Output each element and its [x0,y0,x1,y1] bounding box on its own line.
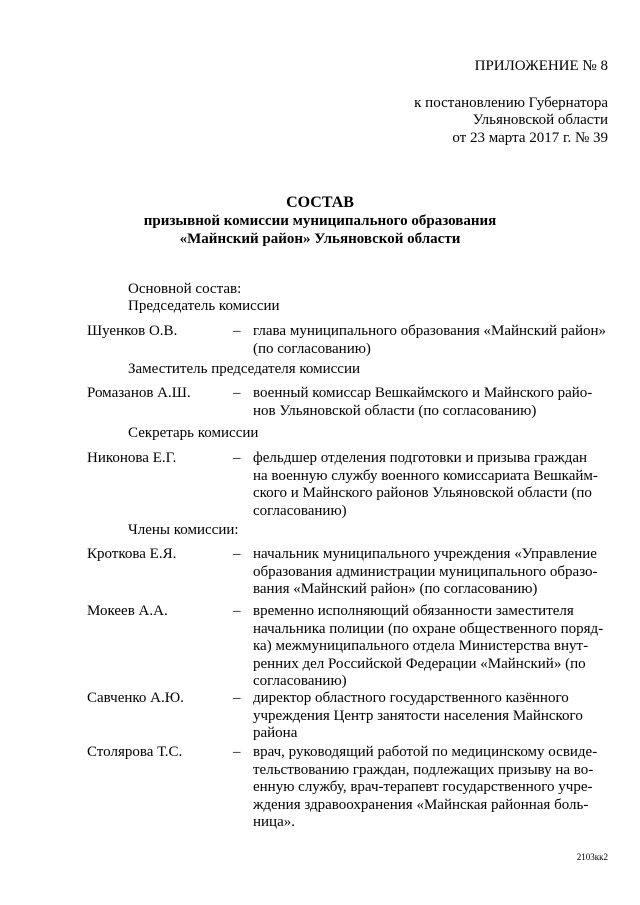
description-line: вания «Майнский район» (по согласованию) [253,581,538,597]
member-description [253,744,609,832]
section-members: Члены комиссии: [128,522,239,538]
reference-line-3: от 23 марта 2017 г. № 39 [452,130,608,146]
member-description [253,323,609,358]
description-line: образования администрации муниципального образо- [253,563,598,580]
member-description [253,450,609,520]
document-subtitle-1: призывной комиссии муниципального образования [143,213,497,229]
description-line: района [253,725,298,741]
description-line: ница». [253,814,295,830]
member-name: Шуенков О.В. [87,323,178,339]
reference-line-1: к постановлению Губернатора [414,95,608,111]
document-code: 2103кк2 [576,852,608,862]
document-title: СОСТАВ [286,194,354,211]
description-line: фельдшер отделения подготовки и призыва граждан [253,450,588,466]
description-line: (по согласованию) [253,340,371,357]
description-line: военный комиссар Вешкаймского и Майнского райо- [253,385,593,401]
dash: – [233,690,241,706]
document-subtitle-2: «Майнский район» Ульяновской области [179,231,461,247]
section-chairman: Председатель комиссии [128,298,280,314]
dash: – [233,323,241,339]
member-name: Ромазанов А.Ш. [87,385,191,401]
section-secretary: Секретарь комиссии [128,425,259,441]
appendix-number: ПРИЛОЖЕНИЕ № 8 [474,58,608,74]
member-name: Мокеев А.А. [87,603,168,619]
description-line: ждения здравоохранения «Майнская районная боль- [253,796,589,813]
reference-line-2: Ульяновской области [472,112,608,128]
description-line: на военную службу военного комиссариата Вешкайм- [253,467,598,484]
dash: – [233,603,241,619]
dash: – [233,744,241,760]
member-description [253,603,609,691]
dash: – [233,450,241,466]
description-line: нов Ульяновской области (по согласованию) [253,402,537,419]
description-line: согласованию) [253,502,347,519]
description-line: енную службу, врач-терапевт государственного учре- [253,779,593,795]
dash: – [233,385,241,401]
member-name: Кроткова Е.Я. [87,546,177,562]
description-line: согласованию) [253,673,347,689]
description-line: ского и Майнского районов Ульяновской области (по [253,485,592,501]
member-name: Никонова Е.Г. [87,450,177,466]
member-description [253,546,609,599]
description-line: временно исполняющий обязанности заместителя [253,603,574,619]
description-line: учреждения Центр занятости населения Майнского [253,707,583,724]
description-line: начальника полиции (по охране общественного поряд- [253,620,604,637]
description-line: тельствованию граждан, подлежащих призыву на во- [253,761,594,778]
member-name: Столярова Т.С. [87,744,183,760]
description-line: директор областного государственного казённого [253,690,569,706]
description-line: врач, руководящий работой по медицинскому освиде- [253,744,598,760]
description-line: ка) межмуниципального отдела Министерства внут- [253,638,589,654]
section-deputy: Заместитель председателя комиссии [128,361,361,377]
description-line: глава муниципального образования «Майнский район» [253,323,607,339]
description-line: ренних дел Российской Федерации «Майнский» (по [253,655,586,672]
dash: – [233,546,241,562]
member-description [253,385,609,420]
member-description [253,690,609,743]
member-name: Савченко А.Ю. [87,690,184,706]
section-main-composition: Основной состав: [128,281,242,297]
description-line: начальник муниципального учреждения «Управление [253,546,597,562]
